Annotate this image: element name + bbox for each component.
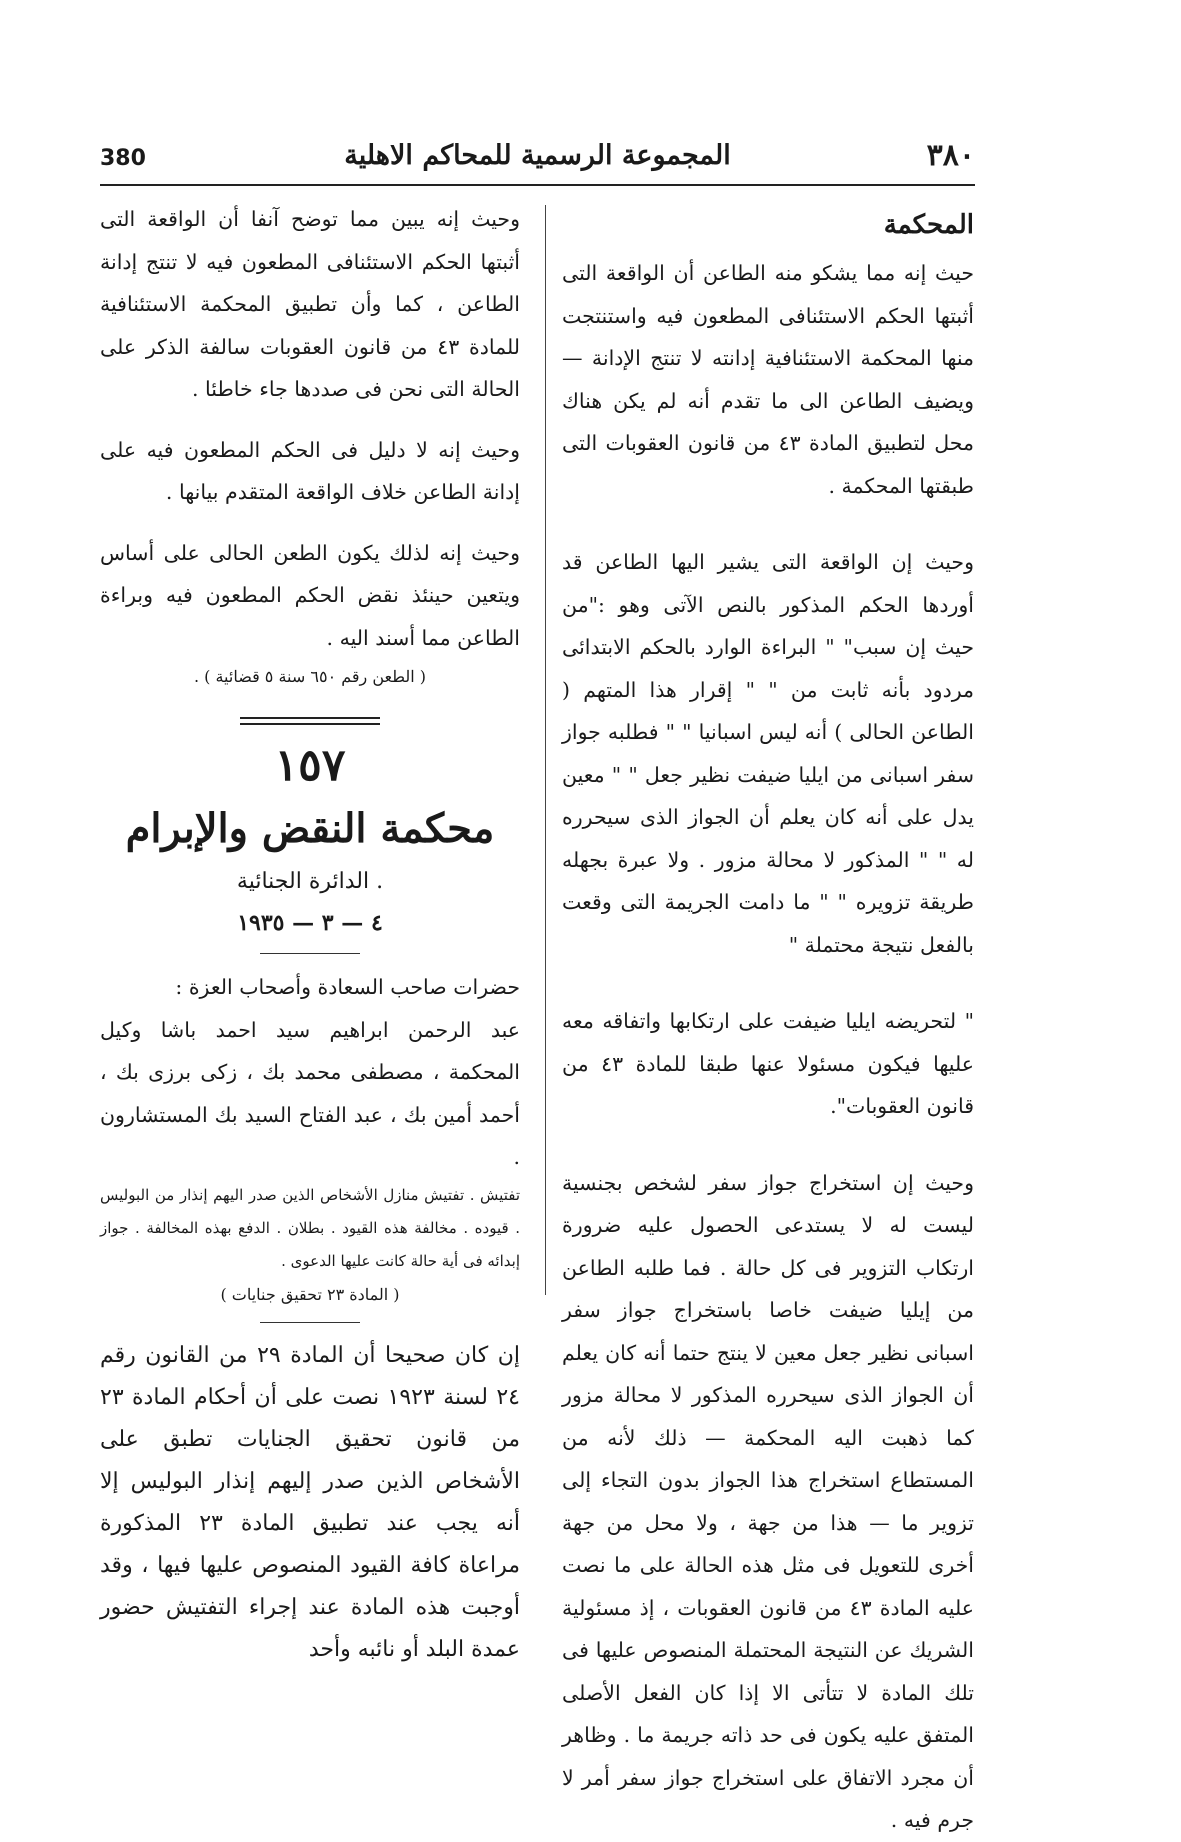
- case-reference: ( الطعن رقم ٦٥٠ سنة ٥ قضائية ) .: [193, 667, 427, 686]
- running-title: المجموعة الرسمية للمحاكم الاهلية: [344, 140, 731, 171]
- short-rule: [260, 1322, 360, 1323]
- paragraph: وحيث إن الواقعة التى يشير اليها الطاعن قد أوردها الحكم المذكور بالنص الآتى وهو :"من حيث إن سبب" " البراءة الوارد بالحكم الابتدائى مردود بأنه ثابت من " " إقرار هذا المتهم ( الطاعن الحالى ) أنه ليس اسبانيا " " فطلبه جواز سفر اسبانى من ايليا ضيفت نظير جعل " " معين يدل على أنه كان يعلم أن الجواز الذى سيحرره له " " المذكور لا محالة مزور . ولا عبرة بجهله طريقة تزويره " " ما دامت الجريمة التى وقعت بالفعل نتيجة محتملة ": [562, 550, 974, 957]
- left-column: [100, 198, 520, 1671]
- bench-intro: حضرات صاحب السعادة وأصحاب العزة :: [175, 975, 520, 999]
- paragraph: " لتحريضه ايليا ضيفت على ارتكابها واتفاقه معه عليها فيكون مسئولا عنها طبقا للمادة ٤٣ من قانون العقوبات".: [562, 1009, 974, 1118]
- chamber-name: . الدائرة الجنائية: [236, 869, 384, 894]
- spacer: [100, 514, 520, 532]
- paragraph: وحيث إنه يبين مما توضح آنفا أن الواقعة التى أثبتها الحكم الاستئنافى المطعون فيه لا تنتج إدانة الطاعن ، كما وأن تطبيق المحكمة الاستئنافية للمادة ٤٣ من قانون العقوبات سالفة الذكر على الحالة التى نحن فى صددها جاء خاطئا .: [100, 207, 520, 401]
- spacer: [100, 411, 520, 429]
- section-double-rule: [240, 717, 380, 725]
- paragraph: حيث إنه مما يشكو منه الطاعن أن الواقعة التى أثبتها الحكم الاستئنافى المطعون فيه واستنتجت منها المحكمة الاستئنافية إدانته لا تنتج الإدانة — ويضيف الطاعن الى ما تقدم أنه لم يكن هناك محل لتطبيق المادة ٤٣ من قانون العقوبات التى طبقتها المحكمة .: [562, 261, 974, 498]
- spacer: [562, 1128, 974, 1162]
- page-number-arabic: ٣٨٠: [926, 138, 975, 173]
- spacer: [562, 507, 974, 541]
- paragraph: وحيث إن استخراج جواز سفر لشخص بجنسية ليست له لا يستدعى الحصول عليه ضرورة ارتكاب التزوير فى كل حالة . فما طلبه الطاعن من إيليا ضيفت خاصا باستخراج جواز سفر اسبانى نظير جعل معين لا ينتج حتما أنه كان يعلم أن الجواز الذى سيحرره المذكور لا محالة مزور كما ذهبت اليه المحكمة — ذلك لأنه من المستطاع استخراج هذا الجواز بدون التجاء إلى تزوير ما — هذا من جهة ، ولا محل من جهة أخرى للتعويل فى مثل هذه الحالة على ما نصت عليه المادة ٤٣ من قانون العقوبات ، إذ مسئولية الشريك عن النتيجة المحتملة المنصوص عليها فى تلك المادة لا تتأتى الا إذا كان الفعل الأصلى المتفق عليه يكون فى حد ذاته جريمة ما . وظاهر أن مجرد الاتفاق على استخراج جواز سفر أمر لا جرم فيه .: [562, 1170, 975, 1832]
- short-rule: [260, 953, 360, 954]
- page-header: [100, 128, 975, 188]
- summary-citation: ( المادة ٢٣ تحقيق جنايات ): [220, 1284, 400, 1304]
- paragraph: وحيث إنه لذلك يكون الطعن الحالى على أساس ويتعين حينئذ نقض الحكم المطعون فيه وبراءة الطاعن مما أسند اليه .: [100, 540, 520, 650]
- paragraph: إن كان صحيحا أن المادة ٢٩ من القانون رقم ٢٤ لسنة ١٩٢٣ نصت على أن أحكام المادة ٢٣ من قانون تحقيق الجنايات تطبق على الأشخاص الذين صدر إليهم إنذار البوليس إلا أنه يجب عند تطبيق المادة ٢٣ المذكورة مراعاة كافة القيود المنصوص عليها فيها ، وقد أوجبت هذه المادة عند إجراء التفتيش حضور عمدة البلد أو نائبه وأحد: [100, 1342, 520, 1662]
- judgment-date: ٤ — ٣ — ١٩٣٥: [237, 910, 383, 936]
- paragraph: وحيث إنه لا دليل فى الحكم المطعون فيه على إدانة الطاعن خلاف الواقعة المتقدم بيانها .: [100, 437, 520, 504]
- right-column: [562, 198, 974, 1842]
- case-number: ١٥٧: [274, 740, 346, 791]
- section-heading-court: المحكمة: [883, 210, 974, 240]
- bench-members: عبد الرحمن ابراهيم سيد احمد باشا وكيل المحكمة ، مصطفى محمد بك ، زكى برزى بك ، أحمد أمين بك ، عبد الفتاح السيد بك المستشارون .: [100, 1017, 520, 1169]
- header-rule: [100, 184, 975, 186]
- spacer: [562, 966, 974, 1000]
- page-number-latin: 380: [100, 146, 146, 171]
- case-summary: تفتيش . تفتيش منازل الأشخاص الذين صدر اليهم إنذار من البوليس . قيوده . مخالفة هذه القيود . بطلان . الدفع بهذه المخالفة . جواز إبدائه فى أية حالة كانت عليها الدعوى .: [100, 1185, 520, 1270]
- column-divider: [545, 205, 546, 1295]
- court-name: محكمة النقض والإبرام: [125, 805, 495, 852]
